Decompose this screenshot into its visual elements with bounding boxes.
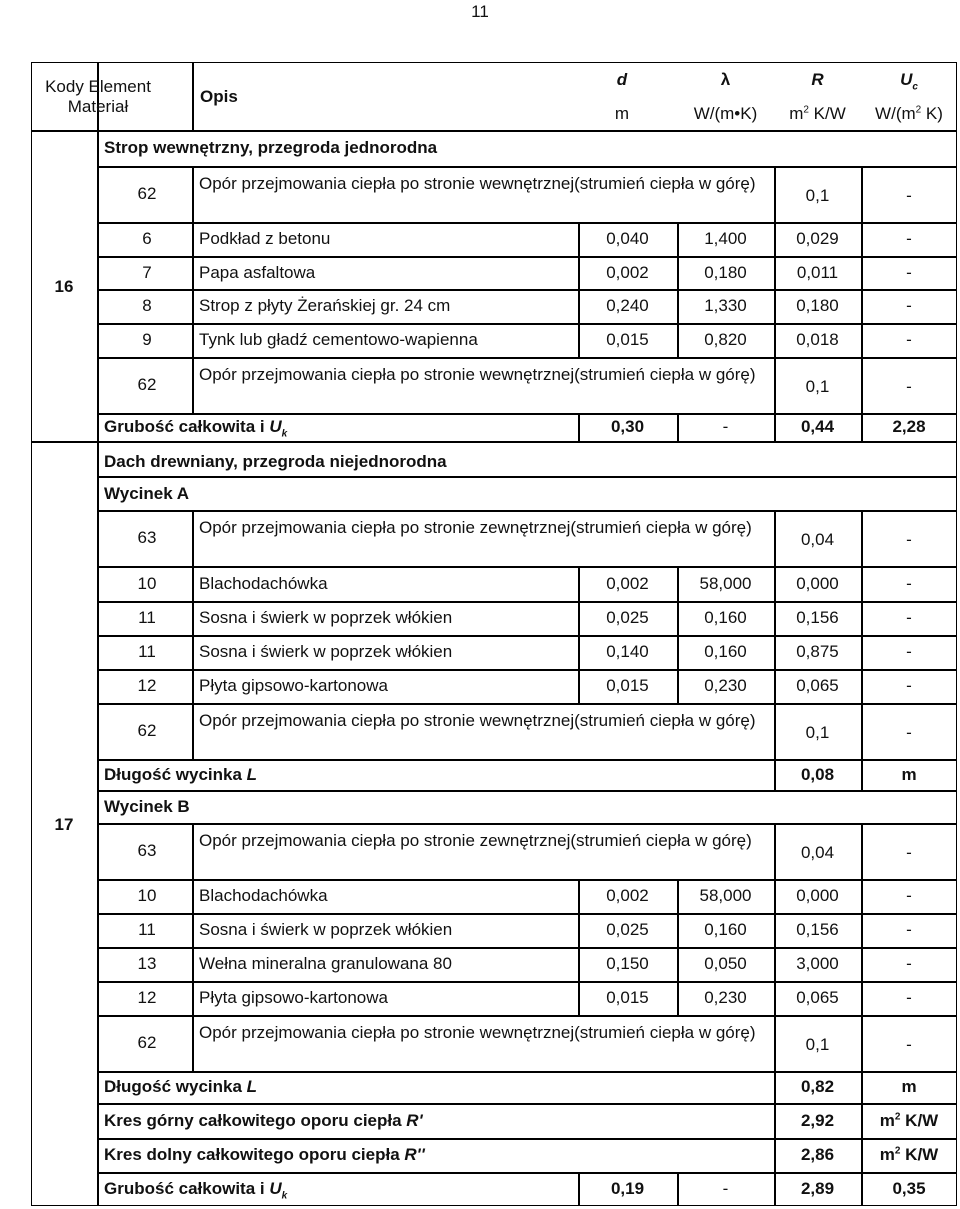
section-a-row-3-R: 0,875 — [796, 642, 839, 661]
row-divider — [97, 823, 957, 825]
section-a-row-0-U: - — [906, 530, 912, 549]
section-b-row-2-code: 11 — [138, 920, 156, 939]
section-b-row-0-U: - — [906, 843, 912, 862]
section-b-row-0-code: 63 — [137, 841, 157, 860]
lower-bound-label: Kres dolny całkowitego oporu ciepła R'' — [104, 1145, 425, 1164]
section-a-row-3-code: 11 — [138, 642, 156, 661]
section-b-label: Wycinek B — [104, 797, 190, 816]
element-16-row-4-U: - — [906, 330, 912, 349]
element-16-row-3-code: 8 — [142, 296, 152, 315]
header-sym-lambda: λ — [720, 70, 731, 89]
section-b-row-4-desc: Płyta gipsowo-kartonowa — [199, 988, 388, 1007]
section-a-row-1-code: 10 — [137, 573, 157, 593]
header-sym-d: d — [616, 70, 628, 89]
row-divider — [97, 222, 957, 224]
section-a-row-1-d: 0,002 — [606, 573, 649, 593]
element-16-row-1-lambda: 1,400 — [704, 229, 747, 248]
section-a-length-value: 0,08 — [800, 764, 835, 784]
section-b-row-4-lambda: 0,230 — [704, 988, 747, 1007]
header-sym-U-sub: c — [912, 81, 918, 93]
element-16-row-4-R: 0,018 — [796, 330, 839, 349]
section-b-row-5-R: 0,1 — [805, 1035, 830, 1054]
section-a-row-4-lambda: 0,230 — [704, 676, 747, 695]
section-b-row-4-code: 12 — [137, 988, 157, 1007]
row-col-divider — [192, 947, 194, 981]
element-17-total-U: 0,35 — [892, 1179, 926, 1198]
upper-bound-sym: R' — [406, 1110, 423, 1130]
section-a-row-3-U: - — [906, 642, 912, 661]
section-b-row-3-desc: Wełna mineralna granulowana 80 — [199, 954, 452, 973]
element-16-total-U-sym: $U_k$ — [269, 417, 288, 440]
row-col-divider — [192, 510, 194, 566]
element-16-total-label: Grubość całkowita i $U_k$ — [104, 417, 288, 440]
row-col-divider — [192, 289, 194, 323]
row-col-divider — [192, 323, 194, 357]
section-b-row-5-desc: Opór przejmowania ciepła po stronie wewnętrznej(strumień ciepła w górę) — [199, 1023, 756, 1042]
element-16-row-3-R: 0,180 — [796, 296, 839, 315]
row-col-divider — [192, 166, 194, 222]
section-a-row-1-desc: Blachodachówka — [199, 573, 328, 593]
section-a-row-4-R: 0,065 — [796, 676, 839, 695]
section-a-row-2-code: 11 — [138, 608, 156, 627]
row-divider — [97, 413, 957, 415]
section-a-row-5-desc: Opór przejmowania ciepła po stronie wewnętrznej(strumień ciepła w górę) — [199, 711, 756, 730]
element-16-row-2-code: 7 — [142, 262, 152, 282]
section-a-row-4-U: - — [906, 676, 912, 695]
row-col-divider — [192, 981, 194, 1015]
element-16-row-2-R: 0,011 — [796, 262, 839, 282]
section-b-row-2-lambda: 0,160 — [704, 920, 747, 939]
element-16-row-5-U: - — [906, 377, 912, 396]
section-a-row-5-U: - — [906, 723, 912, 742]
section-a-row-5-R: 0,1 — [805, 723, 830, 742]
section-b-row-2-d: 0,025 — [606, 920, 649, 939]
section-b-length-value: 0,82 — [800, 1077, 835, 1096]
row-divider — [97, 323, 957, 325]
page-number: 11 — [471, 2, 489, 21]
header-unit-d: m — [614, 104, 630, 123]
section-a-row-3-desc: Sosna i świerk w poprzek włókien — [199, 642, 453, 661]
header-unit-R: $m^2$ K/W — [789, 104, 846, 123]
element-16-row-3-d: 0,240 — [606, 296, 649, 315]
element-16-row-2-lambda: 0,180 — [704, 262, 747, 282]
element-17-total-U-sub: k — [281, 1190, 288, 1202]
section-a-row-4-d: 0,015 — [606, 676, 649, 695]
section-b-row-2-U: - — [906, 920, 912, 939]
section-a-row-3-d: 0,140 — [606, 642, 649, 661]
element-17-total-lambda: - — [722, 1179, 729, 1198]
element-16-row-3-desc: Strop z płyty Żerańskiej gr. 24 cm — [199, 296, 451, 315]
element-16-row-0-code: 62 — [137, 184, 157, 203]
section-a-row-1-U: - — [906, 573, 912, 593]
header-unit-U: $W/(m^2$ K) — [875, 104, 943, 123]
section-a-row-2-d: 0,025 — [606, 608, 649, 627]
section-b-row-0-R: 0,04 — [800, 843, 835, 862]
upper-bound-value: 2,92 — [800, 1110, 835, 1130]
section-b-row-5-U: - — [906, 1035, 912, 1054]
element-16-row-0-desc: Opór przejmowania ciepła po stronie wewnętrznej(strumień ciepła w górę) — [199, 174, 756, 193]
section-b-row-4-R: 0,065 — [796, 988, 839, 1007]
element-16-row-1-desc: Podkład z betonu — [199, 229, 331, 248]
header-unit-lambda: W/(m•K) — [693, 104, 758, 123]
section-a-row-0-code: 63 — [137, 528, 157, 547]
upper-bound-label: Kres górny całkowitego oporu ciepła R' — [104, 1110, 423, 1130]
element-17-title: Dach drewniany, przegroda niejednorodna — [104, 452, 447, 471]
section-b-row-1-U: - — [906, 886, 912, 905]
element-16-row-0-U: - — [906, 186, 912, 205]
element-16-row-2-d: 0,002 — [606, 262, 649, 282]
lower-bound-sym: R'' — [404, 1145, 425, 1164]
lower-bound-value: 2,86 — [800, 1145, 835, 1164]
element-16-code: 16 — [54, 277, 74, 296]
row-divider — [97, 981, 957, 983]
section-b-row-5-code: 62 — [137, 1033, 157, 1052]
section-b-row-1-R: 0,000 — [796, 886, 839, 905]
section-a-length-sym: L — [246, 764, 258, 784]
section-b-row-3-lambda: 0,050 — [704, 954, 747, 973]
element-16-row-3-lambda: 1,330 — [704, 296, 747, 315]
section-a-row-3-lambda: 0,160 — [704, 642, 747, 661]
row-col-divider — [192, 635, 194, 669]
header-divider — [31, 130, 957, 132]
row-col-divider — [192, 566, 194, 601]
element-17-total-label: Grubość całkowita i $U_k$ — [104, 1179, 288, 1202]
element-16-title: Strop wewnętrzny, przegroda jednorodna — [104, 138, 438, 157]
row-divider — [97, 476, 957, 478]
element-divider — [31, 441, 957, 443]
element-16-row-3-U: - — [906, 296, 912, 315]
element-16-row-0-R: 0,1 — [805, 186, 830, 205]
header-codes-line2: Materiał — [67, 97, 129, 116]
section-b-row-1-desc: Blachodachówka — [199, 886, 328, 905]
section-b-row-0-desc: Opór przejmowania ciepła po stronie zewnętrznej(strumień ciepła w górę) — [199, 831, 752, 850]
element-16-row-1-R: 0,029 — [796, 229, 839, 248]
section-b-row-4-U: - — [906, 988, 912, 1007]
row-divider — [97, 669, 957, 671]
row-divider — [97, 166, 957, 168]
section-a-row-2-lambda: 0,160 — [704, 608, 747, 627]
section-a-label: Wycinek A — [104, 484, 190, 503]
section-a-row-2-R: 0,156 — [796, 608, 839, 627]
row-divider — [97, 879, 957, 881]
element-16-row-1-d: 0,040 — [606, 229, 649, 248]
section-a-row-4-desc: Płyta gipsowo-kartonowa — [199, 676, 388, 695]
section-b-row-3-R: 3,000 — [796, 954, 839, 973]
row-divider — [97, 703, 957, 705]
section-b-row-4-d: 0,015 — [606, 988, 649, 1007]
row-col-divider — [192, 669, 194, 703]
section-a-row-1-lambda: 58,000 — [699, 573, 752, 593]
header-sym-U: $U_c$ — [900, 70, 918, 93]
element-16-total-U-sub: k — [281, 428, 288, 440]
section-b-row-1-code: 10 — [137, 886, 157, 905]
section-a-length-label: Długość wycinka L — [104, 764, 258, 784]
header-unit-U-sup: 2 — [915, 104, 922, 116]
element-17-total-R: 2,89 — [800, 1179, 835, 1198]
row-col-divider — [192, 256, 194, 289]
section-b-length-label: Długość wycinka L — [104, 1077, 258, 1096]
section-a-row-5-code: 62 — [137, 721, 157, 740]
element-16-row-5-desc: Opór przejmowania ciepła po stronie wewnętrznej(strumień ciepła w górę) — [199, 365, 756, 384]
row-divider — [97, 1015, 957, 1017]
element-16-total-lambda: - — [722, 417, 729, 436]
row-col-divider — [192, 357, 194, 413]
row-divider — [97, 256, 957, 258]
header-codes-line1: Kody Element — [45, 77, 151, 96]
row-col-divider — [192, 913, 194, 947]
element-16-row-4-d: 0,015 — [606, 330, 649, 349]
section-a-row-0-R: 0,04 — [800, 530, 835, 549]
element-16-row-2-U: - — [906, 262, 912, 282]
header-col-divider — [192, 62, 194, 130]
upper-bound-unit-sup: 2 — [894, 1110, 901, 1122]
element-16-row-5-R: 0,1 — [805, 377, 830, 396]
section-b-row-3-U: - — [906, 954, 912, 973]
section-a-row-1-R: 0,000 — [796, 573, 839, 593]
element-16-total-U: 2,28 — [892, 417, 926, 436]
element-16-total-d: 0,30 — [610, 417, 645, 436]
section-b-length-unit: m — [901, 1077, 917, 1096]
upper-bound-unit: $m^2$ K/W — [879, 1110, 939, 1130]
element-col-divider — [97, 130, 99, 441]
element-16-row-2-desc: Papa asfaltowa — [199, 262, 316, 282]
row-divider — [97, 289, 957, 291]
element-16-row-4-lambda: 0,820 — [704, 330, 747, 349]
section-b-row-3-code: 13 — [137, 954, 157, 973]
section-a-row-4-code: 12 — [137, 676, 157, 695]
row-col-divider — [192, 601, 194, 635]
element-16-row-1-U: - — [906, 229, 912, 248]
section-a-row-2-desc: Sosna i świerk w poprzek włókien — [199, 608, 453, 627]
section-a-row-0-desc: Opór przejmowania ciepła po stronie zewnętrznej(strumień ciepła w górę) — [199, 518, 752, 537]
row-col-divider — [192, 1015, 194, 1071]
row-divider — [97, 1172, 957, 1174]
section-a-length-unit: m — [901, 764, 917, 784]
row-divider — [97, 601, 957, 603]
row-divider — [97, 1071, 957, 1073]
row-divider — [97, 510, 957, 512]
row-col-divider — [192, 703, 194, 759]
row-divider — [97, 357, 957, 359]
row-divider — [97, 913, 957, 915]
row-divider — [97, 566, 957, 568]
element-16-row-4-code: 9 — [142, 330, 152, 349]
row-col-divider — [192, 823, 194, 879]
section-b-length-sym: L — [246, 1077, 258, 1096]
element-17-total-U-sym: $U_k$ — [269, 1179, 288, 1202]
header-unit-R-sup: 2 — [803, 104, 809, 116]
section-b-row-2-R: 0,156 — [796, 920, 839, 939]
section-b-row-3-d: 0,150 — [606, 954, 649, 973]
row-divider — [97, 759, 957, 761]
header-sym-R: R — [811, 70, 824, 89]
section-b-row-1-lambda: 58,000 — [699, 886, 752, 905]
row-col-divider — [192, 222, 194, 256]
header-opis: Opis — [200, 87, 238, 106]
element-16-total-R: 0,44 — [800, 417, 835, 436]
lower-bound-unit: $m^2$ K/W — [879, 1145, 939, 1164]
lower-bound-unit-sup: 2 — [894, 1145, 901, 1157]
element-17-code: 17 — [54, 815, 74, 834]
section-b-row-2-desc: Sosna i świerk w poprzek włókien — [199, 920, 453, 939]
row-divider — [97, 635, 957, 637]
element-17-total-d: 0,19 — [610, 1179, 645, 1198]
row-divider — [97, 1103, 957, 1105]
row-col-divider — [192, 879, 194, 913]
row-divider — [97, 790, 957, 792]
element-16-row-4-desc: Tynk lub gładź cementowo-wapienna — [199, 330, 478, 349]
element-16-row-1-code: 6 — [142, 229, 152, 248]
section-a-row-2-U: - — [906, 608, 912, 627]
element-16-row-5-code: 62 — [137, 375, 157, 394]
row-divider — [97, 1138, 957, 1140]
section-b-row-1-d: 0,002 — [606, 886, 649, 905]
row-divider — [97, 947, 957, 949]
